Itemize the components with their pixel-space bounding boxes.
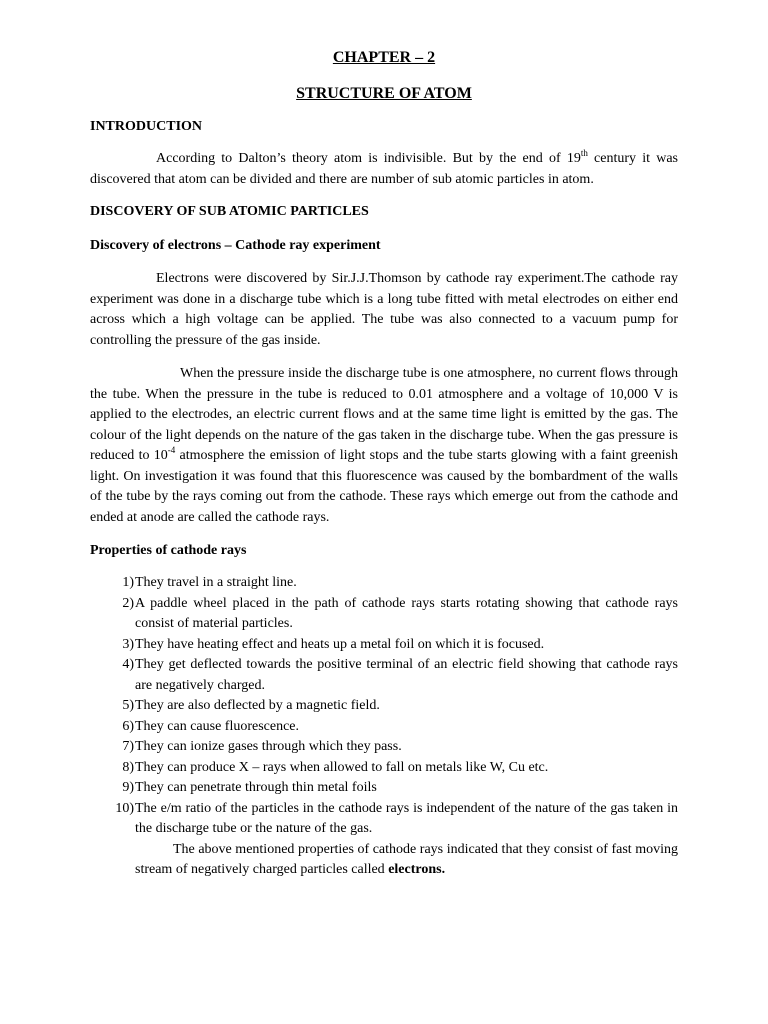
list-item: 2) A paddle wheel placed in the path of cathode rays starts rotating showing that cathode rays consist of material particles. [122,595,678,631]
electrons-subheading: Discovery of electrons – Cathode ray experiment [90,238,381,253]
discovery-heading: DISCOVERY OF SUB ATOMIC PARTICLES [90,204,369,219]
electrons-paragraph-1: Electrons were discovered by Sir.J.J.Thomson by cathode ray experiment.The cathode ray experiment was done in a discharge tube which is a long tube fitted with metal electrodes on either end across which a high voltage can be applied. The tube was also connected to a vacuum pump for controlling the pressure of the gas inside. [90,271,678,348]
list-item: 6) They can cause fluorescence. [122,718,300,734]
superscript-th: th [580,148,588,158]
electrons-term: electrons. [388,862,446,877]
properties-list [90,573,678,840]
electrons-paragraph-2: When the pressure inside the discharge tube is one atmosphere, no current flows through the tube. When the pressure in the tube is reduced to 0.01 atmosphere and a voltage of 10,000 V is applied to the electrodes, an electric current flows and at the same time light is emitted by the gas. The colour of the light depends on the nature of the gas taken in the discharge tube. When the gas pressure is reduced to $10^{-4}$ atmosphere the emission of light stops and the tube starts glowing with a faint greenish light. On investigation it was found that this fluorescence was caused by the bombardment of the walls of the tube by the rays coming out from the cathode. These rays which emerge out from the cathode and ended at anode are called the cathode rays. [90,366,678,525]
page-title: STRUCTURE OF ATOM [296,85,472,102]
intro-heading: INTRODUCTION [90,119,203,134]
list-item: 10) The e/m ratio of the particles in the cathode rays is independent of the nature of the gas taken in the discharge tube or the nature of the gas. [115,800,678,836]
intro-paragraph: According to Dalton’s theory atom is indivisible. But by the end of 19th century it was discovered that atom can be divided and there are number of sub atomic particles in atom. [90,148,678,187]
list-item: 8) They can produce X – rays when allowed to fall on metals like W, Cu etc. [122,759,549,775]
list-item: 9) They can penetrate through thin metal foils [122,780,377,795]
list-item: 1) They travel in a straight line. [122,575,297,590]
list-item: 4) They get deflected towards the positive terminal of an electric field showing that cathode rays are negatively charged. [122,657,678,693]
list-item: 3) They have heating effect and heats up a metal foil on which it is focused. [122,636,545,652]
superscript-exponent: -4 [167,445,176,455]
list-item: 5) They are also deflected by a magnetic field. [122,698,380,713]
list-item: 7) They can ionize gases through which they pass. [122,739,402,754]
chapter-heading: CHAPTER – 2 [332,49,436,66]
properties-conclusion: The above mentioned properties of cathode rays indicated that they consist of fast moving stream of negatively charged particles called electrons. [135,841,678,877]
properties-heading: Properties of cathode rays [90,543,247,558]
document-page [90,46,678,881]
